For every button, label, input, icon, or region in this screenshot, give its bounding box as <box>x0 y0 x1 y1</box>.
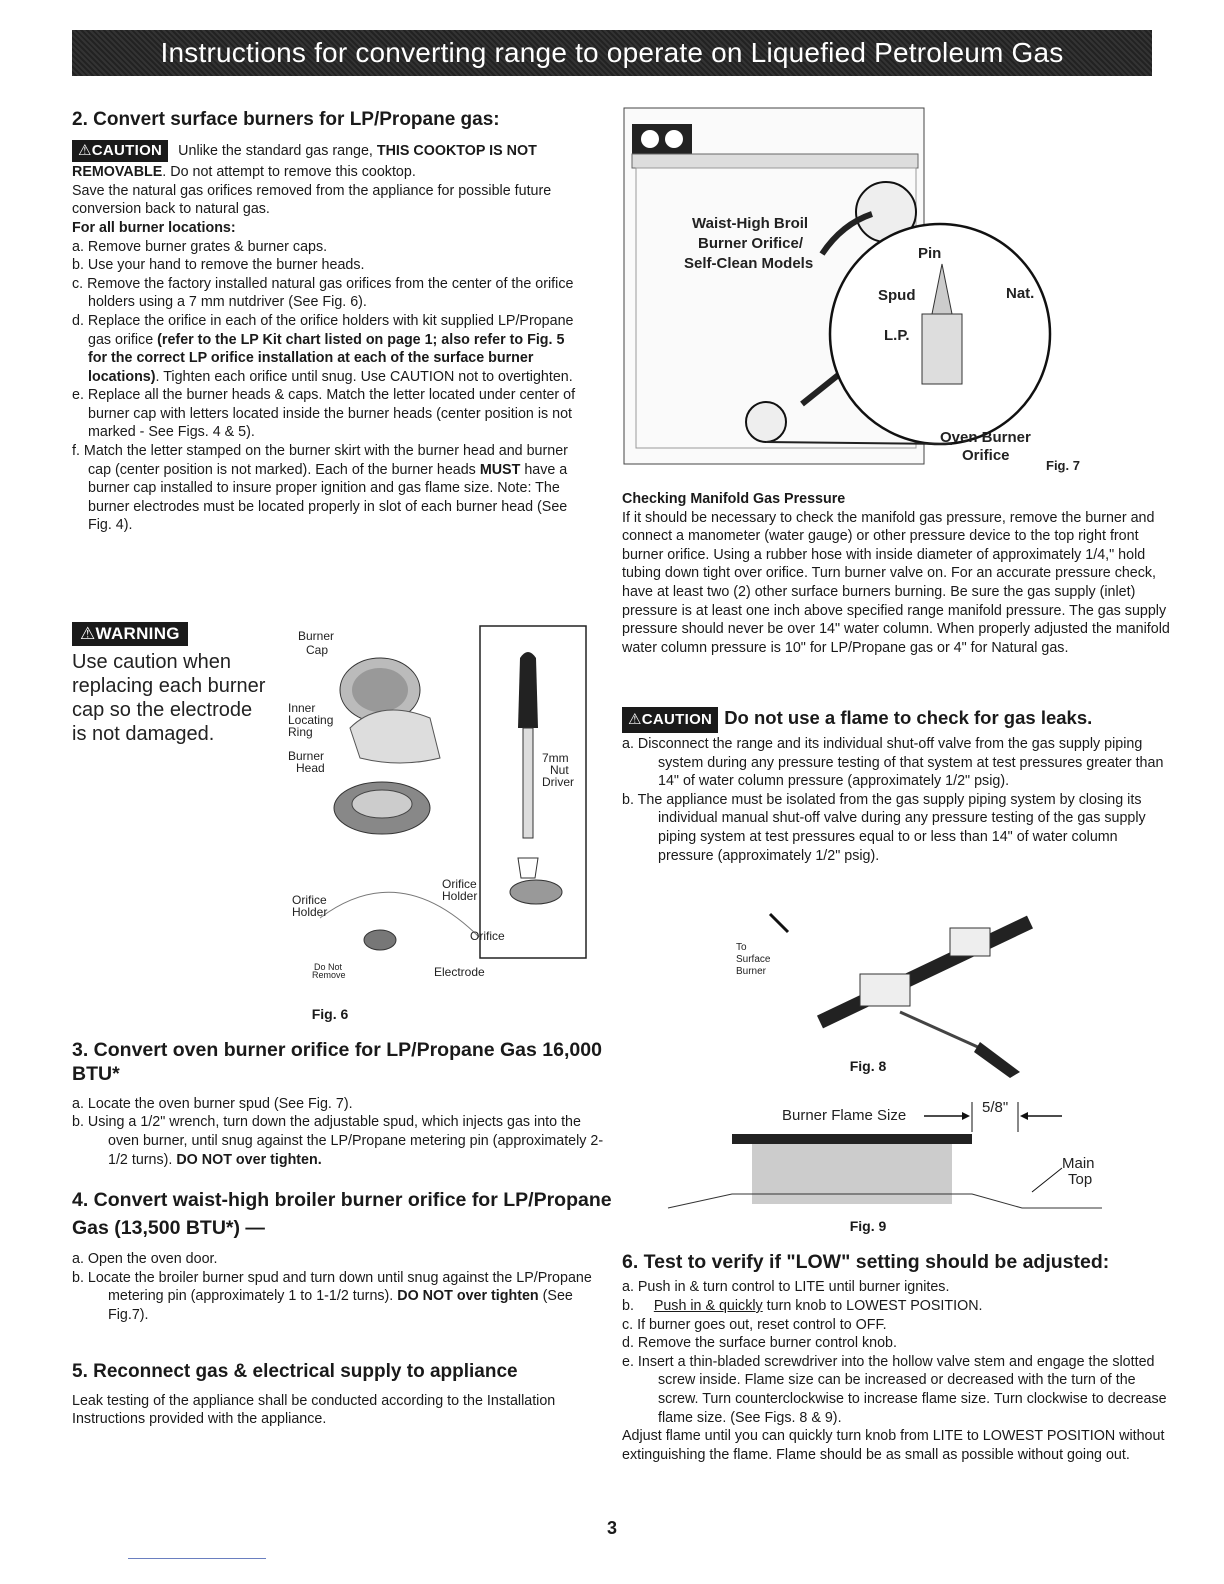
figure-6-burner-diagram <box>280 618 592 990</box>
section-4-steps <box>72 1250 612 1324</box>
list-item: a. Open the oven door. <box>72 1251 218 1267</box>
label-dim: 5/8" <box>982 1099 1009 1116</box>
list-item: b. Locate the broiler burner spud and turn down until snug against the LP/Propane metering pin (approximately 1 to 1-1/2 turns). DO NOT over tighten (See Fig.7). <box>72 1269 592 1323</box>
label-orifice-holder-l1: Orifice <box>292 893 327 907</box>
label-waist-1: Waist-High Broil <box>692 215 809 232</box>
label-surface: Surface <box>736 954 771 965</box>
caution-badge: ⚠CAUTION <box>72 140 168 162</box>
manifold-title: Checking Manifold Gas Pressure <box>622 491 846 507</box>
label-burner-cap-1: Burner <box>298 629 335 643</box>
label-burner-head-1: Burner <box>288 749 325 763</box>
bottom-rule <box>128 1558 266 1559</box>
left-column <box>72 108 582 535</box>
fig-8-caption: Fig. 8 <box>849 1058 887 1074</box>
section-3-steps <box>72 1095 612 1169</box>
list-item: c. If burner goes out, reset control to OFF. <box>622 1316 887 1333</box>
list-item: f. Match the letter stamped on the burner skirt with the burner head and burner cap (center position is not marked). Each of the burner heads MUST have a burner cap installed to insure proper ignition and gas flame size. Note: The burner electrodes must be located properly in slot of each burner head (See Fig. 4). <box>72 443 568 534</box>
label-orifice-holder-r1: Orifice <box>442 877 477 891</box>
label-burner-cap-2: Cap <box>306 643 329 657</box>
figure-9-flame-diagram <box>662 1092 1112 1214</box>
section-3-title: 3. Convert oven burner orifice for LP/Propane Gas 16,000 BTU* <box>72 1039 602 1086</box>
label-lp: L.P. <box>884 327 910 344</box>
list-item: e. Replace all the burner heads & caps. Match the letter located under center of burner cap with letters located inside the burner heads (center position is not marked - See Figs. 4 & 5). <box>72 387 576 441</box>
label-waist-2: Burner Orifice/ <box>698 235 804 252</box>
list-item: b. Push in & quickly turn knob to LOWEST POSITION. <box>622 1297 983 1314</box>
list-item: b. The appliance must be isolated from the gas supply piping system by closing its individual manual shut-off valve during any pressure testing of the gas supply piping system at test pressures equal to or less than 14" of water column pressure (approximately 1/2" psig). <box>622 791 1146 864</box>
label-main: Main <box>1062 1155 1095 1172</box>
label-pin: Pin <box>918 245 942 262</box>
warning-box <box>72 622 272 746</box>
label-oven-1: Oven Burner <box>940 429 1031 446</box>
list-item: a. Disconnect the range and its individual shut-off valve from the gas supply piping system during any pressure testing of that system at test pressures greater than 14" of water column pressure (approximately 1/2" psig). <box>622 736 1164 790</box>
for-all-burners: For all burner locations: <box>72 219 236 236</box>
section-5 <box>72 1360 592 1429</box>
adjust-note: Adjust flame until you can quickly turn knob from LITE to LOWEST POSITION without extinguishing the flame. Flame should be as small as possible without going out. <box>622 1428 1165 1463</box>
section-2-title: 2. Convert surface burners for LP/Propane gas: <box>72 109 500 130</box>
list-item: b. Using a 1/2" wrench, turn down the adjustable spud, which injects gas into the oven burner, until snug against the LP/Propane metering pin (approximately 2-1/2 turns). DO NOT over tighten. <box>72 1114 604 1168</box>
list-item: a. Locate the oven burner spud (See Fig. 7). <box>72 1095 353 1112</box>
figure-7-oven-diagram <box>622 104 1102 482</box>
label-do-not: Do Not <box>314 962 343 972</box>
fig-7-caption: Fig. 7 <box>1046 458 1080 473</box>
fig-6-caption: Fig. 6 <box>311 1006 349 1022</box>
label-oven-2: Orifice <box>962 447 1010 464</box>
label-waist-3: Self-Clean Models <box>684 255 814 272</box>
list-item: a. Remove burner grates & burner caps. <box>72 238 328 255</box>
section-4-title: 4. Convert waist-high broiler burner orifice for LP/Propane Gas (13,500 BTU*) — <box>72 1189 612 1239</box>
warning-badge: ⚠WARNING <box>72 622 188 646</box>
section-5-title: 5. Reconnect gas & electrical supply to appliance <box>72 1361 518 1382</box>
list-item: d. Replace the orifice in each of the orifice holders with kit supplied LP/Propane gas orifice (refer to the LP Kit chart listed on page 1; also refer to Fig. 5 for the correct LP orifice installation at each of the surface burner locations). Tighten each orifice until snug. Use CAUTION not to overtighten. <box>72 312 574 385</box>
section-2-steps <box>72 238 582 536</box>
label-orifice: Orifice <box>470 929 505 943</box>
label-inner-3: Ring <box>288 725 313 739</box>
label-nut: Nut <box>550 763 569 777</box>
label-inner-1: Inner <box>288 701 316 715</box>
label-inner-2: Locating <box>288 713 334 727</box>
page-banner: Instructions for converting range to operate on Liquefied Petroleum Gas <box>72 30 1152 76</box>
section-5-text: Leak testing of the appliance shall be conducted according to the Installation Instructions provided with the appliance. <box>72 1392 556 1428</box>
list-item: d. Remove the surface burner control knob. <box>622 1335 897 1352</box>
page-number: 3 <box>606 1518 617 1538</box>
list-item: e. Insert a thin-bladed screwdriver into the hollow valve stem and engage the slotted screw inside. Flame size can be increased or decreased with the turn of the screw. Turn counterclockwise to increase flame size. Turn clockwise to decrease flame size. (See Figs. 8 & 9). <box>622 1353 1167 1426</box>
label-7mm: 7mm <box>542 751 569 765</box>
warning-text: Use caution when replacing each burner cap so the electrode is not damaged. <box>72 651 266 745</box>
label-to: To <box>736 942 747 953</box>
section-4 <box>72 1186 612 1324</box>
section-6-title: 6. Test to verify if "LOW" setting should be adjusted: <box>622 1251 1110 1273</box>
label-nat: Nat. <box>1006 285 1035 302</box>
manifold-section <box>622 490 1172 657</box>
caution-2-heading: ⚠CAUTION Do not use a flame to check for gas leaks. <box>622 706 1172 733</box>
label-spud: Spud <box>878 287 916 304</box>
caution-2-steps <box>622 735 1172 865</box>
label-driver: Driver <box>542 775 574 789</box>
save-orifices-note: Save the natural gas orifices removed from the appliance for possible future conversion back to natural gas. <box>72 182 552 218</box>
manifold-text: If it should be necessary to check the manifold gas pressure, remove the burner and connect a manometer (water gauge) or other pressure device to the top right front burner orifice. Using a rubber hose with inside diameter of approximately 1/4," hold tubing down tight over orifice. Turn burner valve on. For an accurate pressure check, have at least two (2) other surface burners burning. Be sure the gas supply (inlet) pressure is at least one inch above specified range manifold pressure. The gas supply pressure should never be over 14" water column. When properly adjusted the manifold water column pressure is 10" for LP/Propane gas or 4" for Natural gas. <box>622 509 1170 656</box>
caution-2-section <box>622 706 1172 865</box>
caution-paragraph: ⚠CAUTION Unlike the standard gas range, THIS COOKTOP IS NOT REMOVABLE. Do not attempt to remove this cooktop. <box>72 141 537 180</box>
label-burner-head-2: Head <box>296 761 325 775</box>
label-orifice-holder-r2: Holder <box>442 889 478 903</box>
caution-2-badge: ⚠CAUTION <box>622 707 718 733</box>
section-6 <box>622 1250 1174 1464</box>
label-burner: Burner <box>736 966 767 977</box>
fig-9-caption: Fig. 9 <box>849 1218 887 1234</box>
list-item: c. Remove the factory installed natural gas orifices from the center of the orifice holders using a 7 mm nutdriver (See Fig. 6). <box>72 275 574 311</box>
figure-8-valve-diagram <box>730 892 1060 1082</box>
label-orifice-holder-l2: Holder <box>292 905 328 919</box>
label-electrode: Electrode <box>434 965 485 979</box>
list-item: a. Push in & turn control to LITE until burner ignites. <box>622 1279 950 1296</box>
label-remove: Remove <box>312 970 346 980</box>
section-3 <box>72 1038 612 1169</box>
label-top: Top <box>1068 1171 1093 1188</box>
section-6-steps <box>622 1278 1174 1427</box>
label-flame-size: Burner Flame Size <box>782 1107 907 1124</box>
list-item: b. Use your hand to remove the burner heads. <box>72 257 365 274</box>
